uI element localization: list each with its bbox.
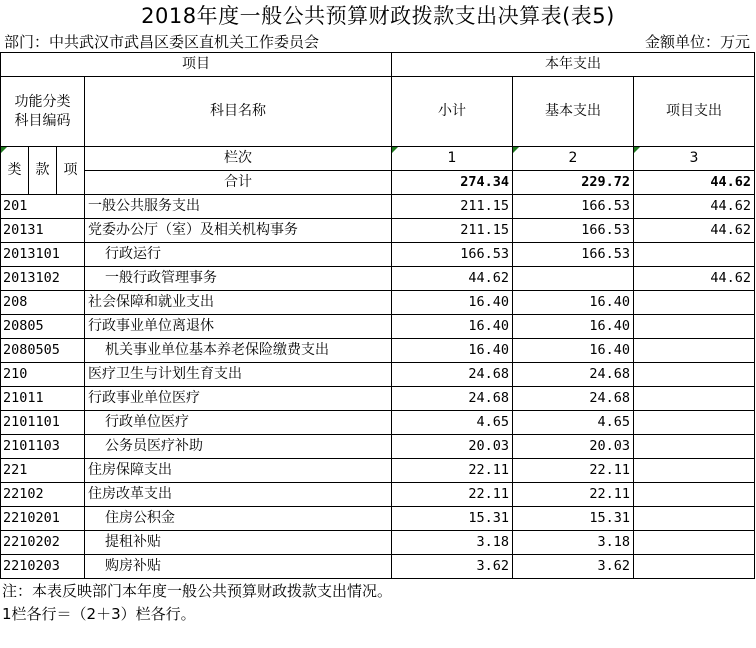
row-project[interactable]: [634, 339, 755, 363]
row-subject-name[interactable]: 住房改革支出: [85, 483, 392, 507]
header-func-code[interactable]: 功能分类 科目编码: [1, 77, 85, 147]
table-row: [1, 411, 755, 435]
total-project[interactable]: 44.62: [634, 171, 755, 195]
row-project[interactable]: [634, 315, 755, 339]
row-subject-name[interactable]: 住房公积金: [85, 507, 392, 531]
row-basic[interactable]: 22.11: [513, 459, 634, 483]
row-code[interactable]: 2101101: [1, 411, 85, 435]
table-row: [1, 507, 755, 531]
table-row: [1, 387, 755, 411]
row-project[interactable]: 44.62: [634, 219, 755, 243]
row-project[interactable]: [634, 555, 755, 579]
row-subtotal[interactable]: 3.18: [392, 531, 513, 555]
table-row: [1, 243, 755, 267]
row-project[interactable]: [634, 483, 755, 507]
table-row: [1, 555, 755, 579]
row-subject-name[interactable]: 提租补贴: [85, 531, 392, 555]
row-subtotal[interactable]: 16.40: [392, 339, 513, 363]
row-project[interactable]: [634, 363, 755, 387]
row-subtotal[interactable]: 15.31: [392, 507, 513, 531]
row-subtotal[interactable]: 22.11: [392, 459, 513, 483]
row-code[interactable]: 20131: [1, 219, 85, 243]
row-basic[interactable]: 3.62: [513, 555, 634, 579]
table-row: [1, 339, 755, 363]
row-code[interactable]: 21011: [1, 387, 85, 411]
row-subtotal[interactable]: 211.15: [392, 219, 513, 243]
row-code[interactable]: 201: [1, 195, 85, 219]
header-col3[interactable]: 3: [634, 147, 755, 171]
row-project[interactable]: [634, 411, 755, 435]
header-project[interactable]: 项目支出: [634, 77, 755, 147]
row-subject-name[interactable]: 一般公共服务支出: [85, 195, 392, 219]
header-col1[interactable]: 1: [392, 147, 513, 171]
amount-unit-label: 金额单位：万元: [644, 33, 750, 51]
row-subject-name[interactable]: 公务员医疗补助: [85, 435, 392, 459]
footnote-1: 注：本表反映部门本年度一般公共预算财政拨款支出情况。: [2, 582, 393, 600]
report-title: 2018年度一般公共预算财政拨款支出决算表(表5): [141, 4, 615, 28]
row-code[interactable]: 2013101: [1, 243, 85, 267]
total-subtotal[interactable]: 274.34: [392, 171, 513, 195]
table-row: [1, 267, 755, 291]
row-code[interactable]: 2210201: [1, 507, 85, 531]
row-subject-name[interactable]: 党委办公厅（室）及相关机构事务: [85, 219, 392, 243]
row-code[interactable]: 208: [1, 291, 85, 315]
header-col2[interactable]: 2: [513, 147, 634, 171]
table-row: [1, 483, 755, 507]
table-row: [1, 363, 755, 387]
table-row: [1, 435, 755, 459]
header-lei[interactable]: 类: [1, 147, 29, 195]
row-project[interactable]: 44.62: [634, 267, 755, 291]
row-basic[interactable]: 16.40: [513, 291, 634, 315]
row-basic[interactable]: 24.68: [513, 363, 634, 387]
row-basic[interactable]: 24.68: [513, 387, 634, 411]
row-basic[interactable]: 15.31: [513, 507, 634, 531]
row-basic[interactable]: 4.65: [513, 411, 634, 435]
row-subject-name[interactable]: 机关事业单位基本养老保险缴费支出: [85, 339, 392, 363]
row-subtotal[interactable]: 24.68: [392, 387, 513, 411]
row-subtotal[interactable]: 20.03: [392, 435, 513, 459]
row-subtotal[interactable]: 166.53: [392, 243, 513, 267]
row-code[interactable]: 2210202: [1, 531, 85, 555]
row-subtotal[interactable]: 4.65: [392, 411, 513, 435]
row-project[interactable]: [634, 531, 755, 555]
table-row: [1, 195, 755, 219]
header-row-3: [1, 147, 755, 171]
row-code[interactable]: 221: [1, 459, 85, 483]
row-subject-name[interactable]: 购房补贴: [85, 555, 392, 579]
row-basic[interactable]: [513, 267, 634, 291]
row-basic[interactable]: 3.18: [513, 531, 634, 555]
table-row: [1, 459, 755, 483]
table-row: [1, 291, 755, 315]
table-row: [1, 219, 755, 243]
row-project[interactable]: [634, 435, 755, 459]
total-label[interactable]: 合计: [85, 171, 392, 195]
row-basic[interactable]: 166.53: [513, 195, 634, 219]
row-basic[interactable]: 16.40: [513, 339, 634, 363]
row-project[interactable]: [634, 291, 755, 315]
row-code[interactable]: 2101103: [1, 435, 85, 459]
row-subtotal[interactable]: 22.11: [392, 483, 513, 507]
header-current-year[interactable]: 本年支出: [392, 53, 755, 77]
row-subject-name[interactable]: 行政运行: [85, 243, 392, 267]
header-column-no[interactable]: 栏次: [85, 147, 392, 171]
row-basic[interactable]: 20.03: [513, 435, 634, 459]
row-subject-name[interactable]: 住房保障支出: [85, 459, 392, 483]
row-project[interactable]: [634, 507, 755, 531]
table-row: [1, 531, 755, 555]
row-subject-name[interactable]: 行政事业单位医疗: [85, 387, 392, 411]
row-subject-name[interactable]: 行政事业单位离退休: [85, 315, 392, 339]
total-row: [1, 171, 755, 195]
header-subtotal[interactable]: 小计: [392, 77, 513, 147]
expenditure-table: [0, 52, 755, 579]
header-row-1: [1, 53, 755, 77]
header-item[interactable]: 项目: [1, 53, 392, 77]
row-subject-name[interactable]: 医疗卫生与计划生育支出: [85, 363, 392, 387]
header-subject-name[interactable]: 科目名称: [85, 77, 392, 147]
row-code[interactable]: 2210203: [1, 555, 85, 579]
header-basic[interactable]: 基本支出: [513, 77, 634, 147]
row-subtotal[interactable]: 211.15: [392, 195, 513, 219]
row-code[interactable]: 210: [1, 363, 85, 387]
row-subject-name[interactable]: 行政单位医疗: [85, 411, 392, 435]
row-basic[interactable]: 166.53: [513, 243, 634, 267]
row-subject-name[interactable]: 社会保障和就业支出: [85, 291, 392, 315]
row-subtotal[interactable]: 24.68: [392, 363, 513, 387]
row-project[interactable]: [634, 387, 755, 411]
table-row: [1, 315, 755, 339]
row-subject-name[interactable]: 一般行政管理事务: [85, 267, 392, 291]
header-xiang[interactable]: 项: [57, 147, 85, 195]
row-subtotal[interactable]: 44.62: [392, 267, 513, 291]
row-basic[interactable]: 22.11: [513, 483, 634, 507]
total-basic[interactable]: 229.72: [513, 171, 634, 195]
row-subtotal[interactable]: 16.40: [392, 291, 513, 315]
row-code[interactable]: 20805: [1, 315, 85, 339]
row-project[interactable]: 44.62: [634, 195, 755, 219]
row-subtotal[interactable]: 3.62: [392, 555, 513, 579]
row-code[interactable]: 2080505: [1, 339, 85, 363]
row-basic[interactable]: 16.40: [513, 315, 634, 339]
row-project[interactable]: [634, 459, 755, 483]
department-label: 部门：中共武汉市武昌区委区直机关工作委员会: [4, 33, 320, 51]
header-kuan[interactable]: 款: [29, 147, 57, 195]
header-row-2: [1, 77, 755, 147]
row-basic[interactable]: 166.53: [513, 219, 634, 243]
footnote-2: 1栏各行＝（2＋3）栏各行。: [2, 605, 196, 623]
row-project[interactable]: [634, 243, 755, 267]
row-code[interactable]: 2013102: [1, 267, 85, 291]
row-subtotal[interactable]: 16.40: [392, 315, 513, 339]
row-code[interactable]: 22102: [1, 483, 85, 507]
